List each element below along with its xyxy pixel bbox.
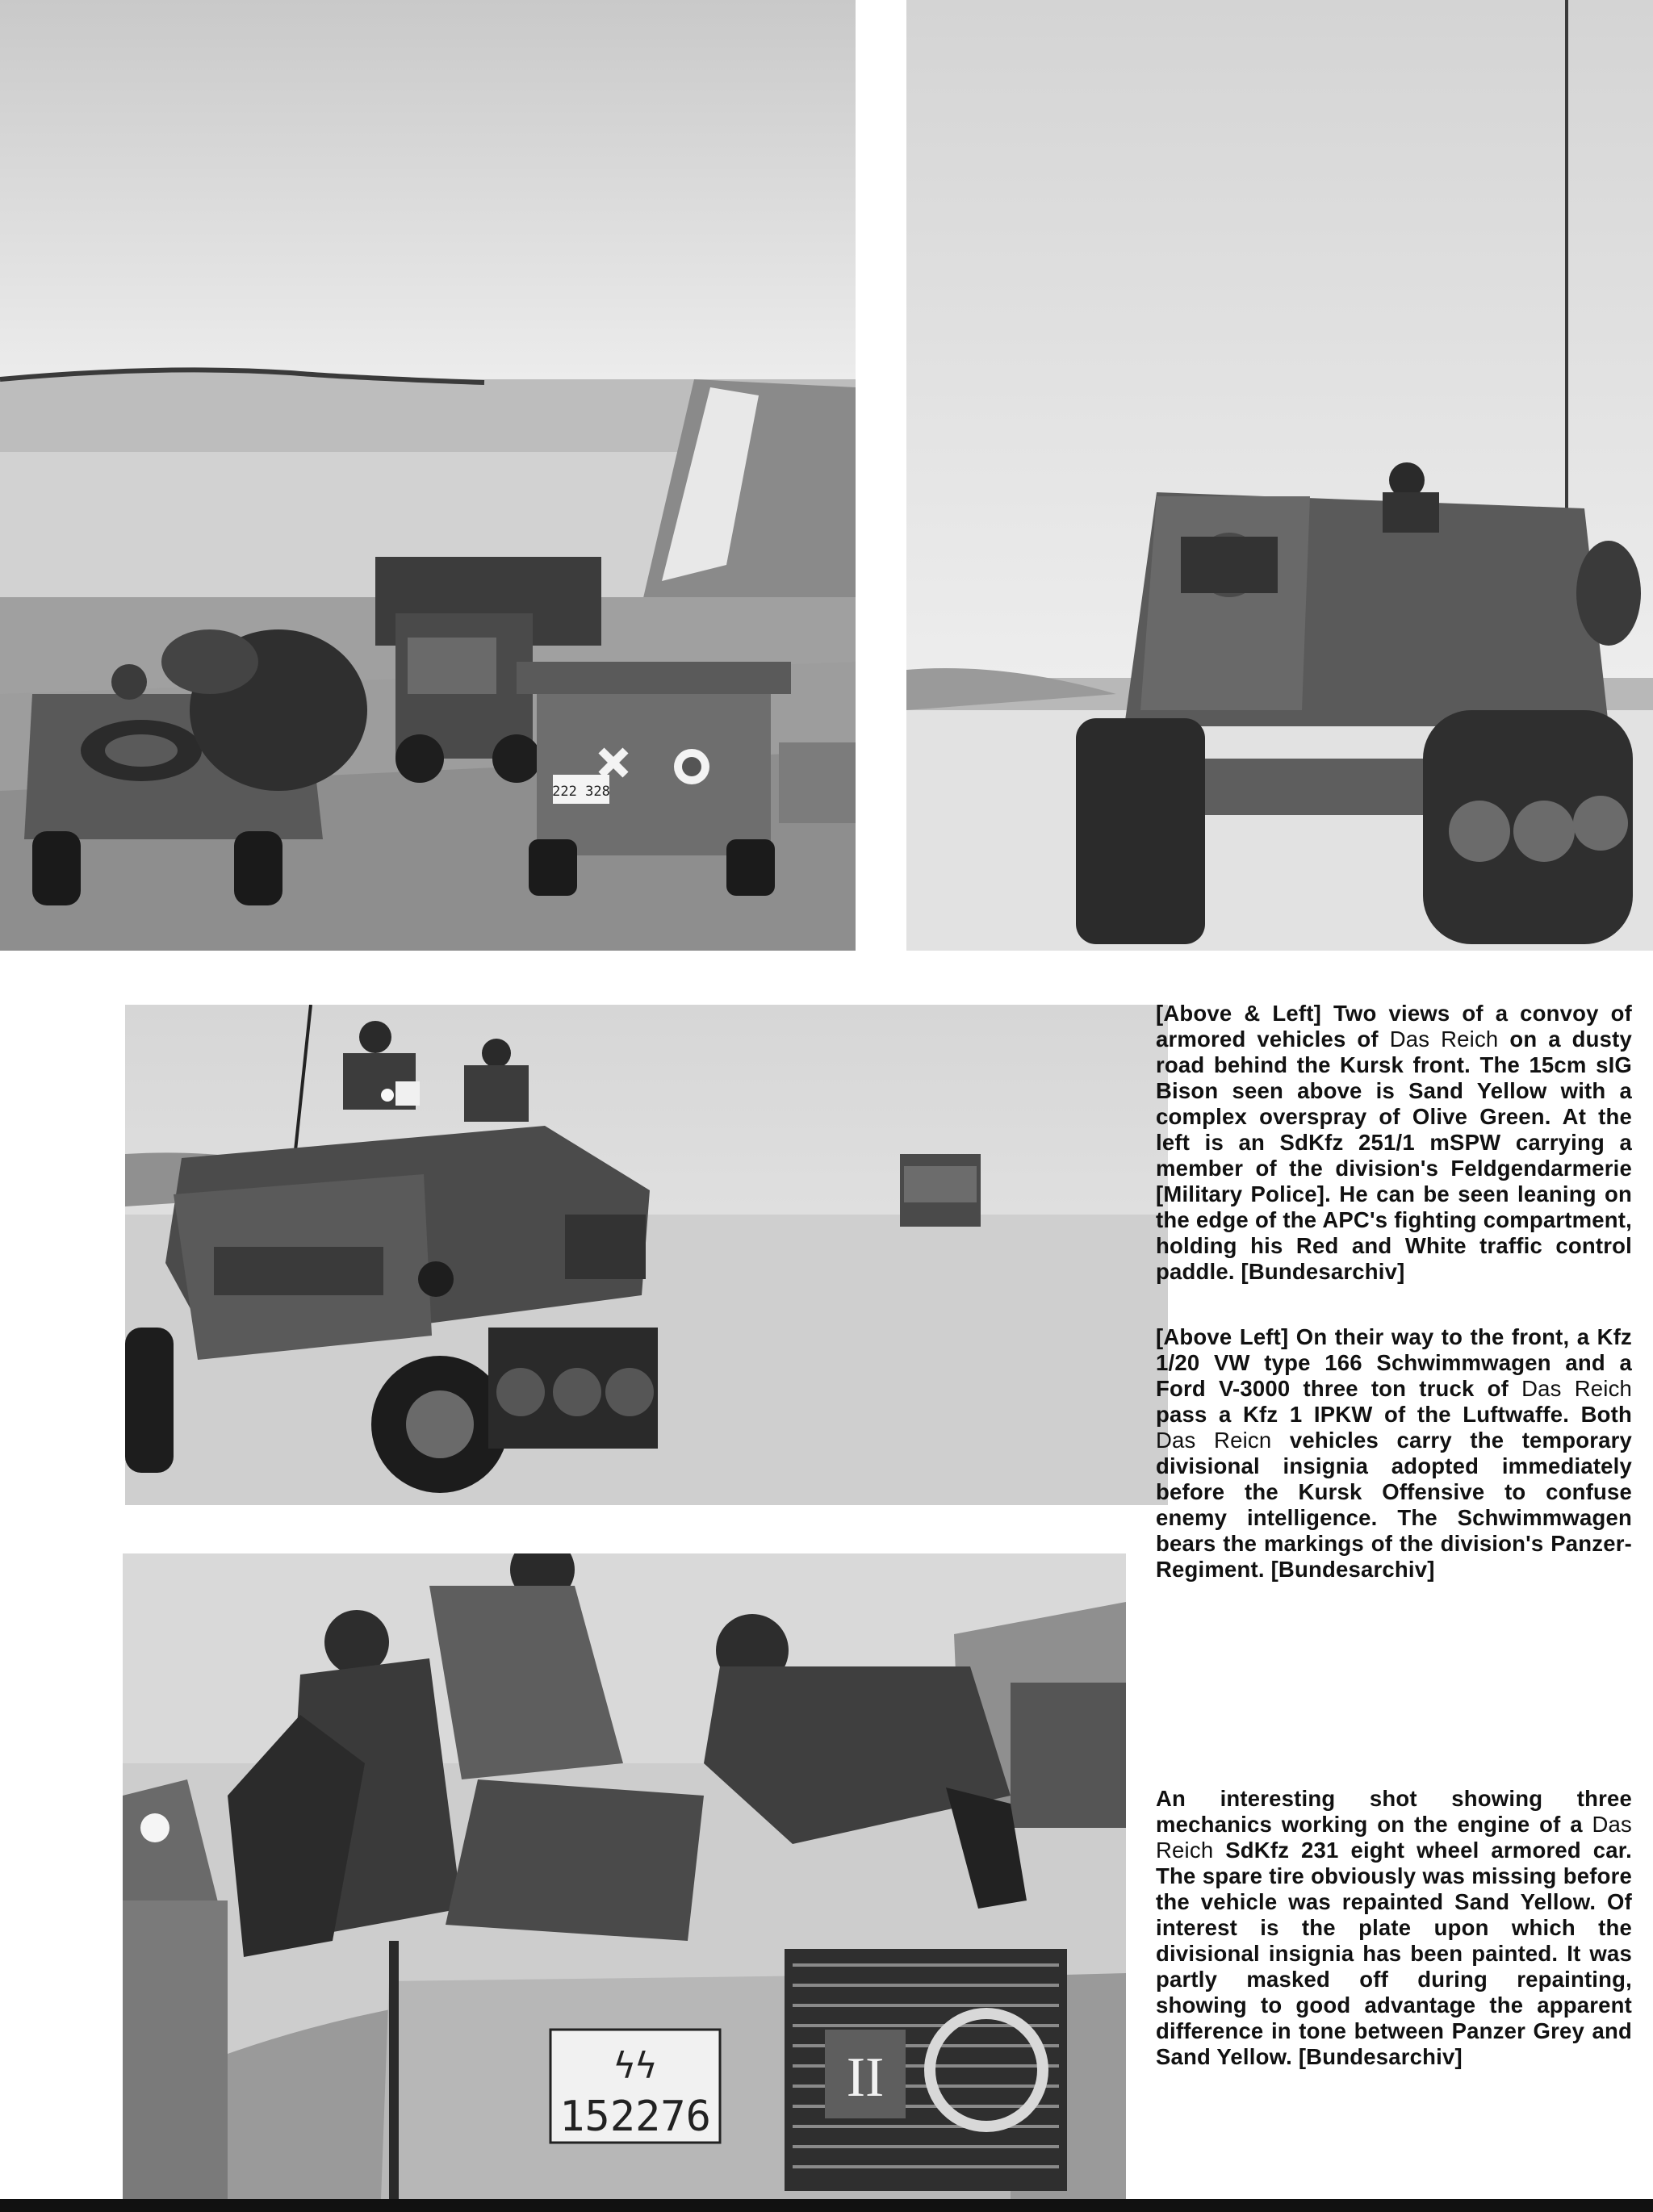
photo-sdkfz-251 [125, 1005, 1168, 1505]
photo-sig-bison [906, 0, 1653, 951]
caption-convoy-part-1: [Above & Left] Two views of a convoy of armored vehicles of [1156, 1001, 1632, 1052]
photo-mechanics-sdkfz-231-image [123, 1553, 1126, 2199]
page-bottom-edge [0, 2199, 1653, 2212]
caption-mechanics [1156, 1786, 1632, 2070]
caption-convoy-das-reich: Das Reich [1389, 1027, 1499, 1052]
caption-way-to-front-das-reich-1: Das Reich [1521, 1376, 1633, 1401]
caption-convoy-part-2: on a dusty road behind the Kursk front. The 15cm sIG Bison seen above is Sand Yellow with a complex overspray of Olive Green. At the left is an SdKfz 251/1 mSPW carrying a member of the division's Feldgendarmerie [Military Police]. He can be seen leaning on the edge of the APC's fighting compartment, holding his Red and White traffic control paddle. [Bundesarchiv] [1156, 1027, 1633, 1284]
caption-convoy [1156, 1001, 1632, 1285]
photo-sig-bison-image [906, 0, 1653, 951]
luftwaffe-plate-number: 222 328 [552, 784, 610, 800]
caption-way-to-front-part-1: [Above Left] On their way to the front, a Kfz 1/20 VW type 166 Schwimmwagen and a Ford V-3000 three ton truck of [1156, 1324, 1632, 1401]
photo-convoy-schwimmwagen [0, 0, 856, 951]
caption-mechanics-das-reich: Das Reich [1156, 1812, 1632, 1863]
caption-way-to-front-das-reich-2: Das Reicn [1156, 1428, 1272, 1453]
caption-way-to-front-part-3: vehicles carry the temporary divisional insignia adopted immediately before the Kursk Offensive to confuse enemy intelligence. The Schwimmwagen bears the markings of the division's Panzer-Regiment. [Bundesarchiv] [1156, 1428, 1632, 1582]
ss-runes: ϟϟ [613, 2046, 657, 2087]
divisional-insignia: II [846, 2047, 885, 2109]
photo-sdkfz-251-image [125, 1005, 1168, 1505]
caption-way-to-front [1156, 1324, 1632, 1583]
caption-way-to-front-part-2: pass a Kfz 1 IPKW of the Luftwaffe. Both [1156, 1402, 1632, 1427]
license-plate-number: 152276 [559, 2093, 711, 2141]
caption-mechanics-part-1: An interesting shot showing three mechanics working on the engine of a [1156, 1786, 1632, 1837]
photo-mechanics-sdkfz-231 [123, 1553, 1126, 2199]
photo-convoy-schwimmwagen-image [0, 0, 856, 951]
caption-mechanics-part-2: SdKfz 231 eight wheel armored car. The spare tire obviously was missing before the vehicle was repainted Sand Yellow. Of interest is the plate upon which the divisional insignia has been painted. It was partly masked off during repainting, showing to good advantage the apparent difference in tone between Panzer Grey and Sand Yellow. [Bundesarchiv] [1156, 1838, 1632, 2069]
